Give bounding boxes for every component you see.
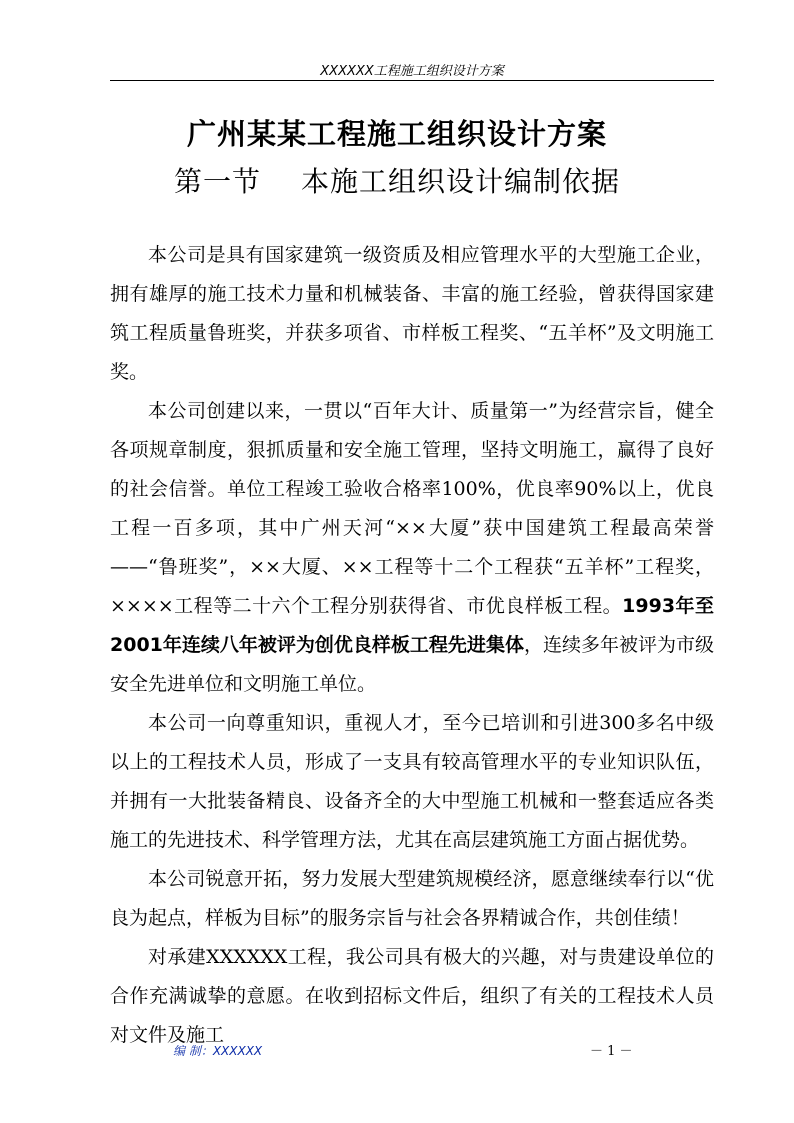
section-name: 本施工组织设计编制依据: [301, 165, 621, 198]
paragraph-text: ，连续多年被评为市级安全先进单位和文明施工单位。: [110, 634, 714, 695]
paragraph: [110, 392, 714, 704]
page-number: － 1 －: [590, 1044, 633, 1059]
document-body: [110, 236, 714, 1055]
header-rule: [110, 80, 714, 81]
paragraph: 对承建XXXXXX工程，我公司具有极大的兴趣，对与贵建设单位的合作充满诚挚的意愿。在收到招标文件后，组织了有关的工程技术人员对文件及施工: [110, 946, 714, 1046]
paragraph: 本公司锐意开拓，努力发展大型建筑规模经济，愿意继续奉行以“优良为起点，样板为目标”的服务宗旨与社会各界精诚合作，共创佳绩！: [110, 868, 714, 929]
section-number: 第一节: [173, 165, 261, 198]
bold-highlight: 1993年至2001年连续八年被评为创优良样板工程先进集体: [110, 595, 714, 656]
footer-editor: 编 制：XXXXXX: [173, 1044, 263, 1058]
page-header: XXXXXX工程施工组织设计方案: [320, 64, 504, 79]
paragraph: 本公司一向尊重知识，重视人才，至今已培训和引进300多名中级以上的工程技术人员，形成了一支具有较高管理水平的专业知识队伍，并拥有一大批装备精良、设备齐全的大中型施工机械和一整套适应各类施工的先进技术、科学管理方法，尤其在高层建筑施工方面占据优势。: [110, 712, 714, 851]
section-heading: [0, 160, 794, 200]
document-title: 广州某某工程施工组织设计方案: [186, 117, 607, 151]
paragraph-text: 本公司创建以来，一贯以“百年大计、质量第一”为经营宗旨，健全各项规章制度，狠抓质量和安全施工管理，坚持文明施工，赢得了良好的社会信誉。单位工程竣工验收合格率100%，优良率90%以上，优良工程一百多项，其中广州天河“××大厦”获中国建筑工程最高荣誉——“鲁班奖”，××大厦、××工程等十二个工程获“五羊杯”工程奖，××××工程等二十六个工程分别获得省、市优良样板工程。: [110, 400, 714, 617]
paragraph: 本公司是具有国家建筑一级资质及相应管理水平的大型施工企业，拥有雄厚的施工技术力量和机械装备、丰富的施工经验，曾获得国家建筑工程质量鲁班奖，并获多项省、市样板工程奖、“五羊杯”及文明施工奖。: [110, 244, 714, 383]
